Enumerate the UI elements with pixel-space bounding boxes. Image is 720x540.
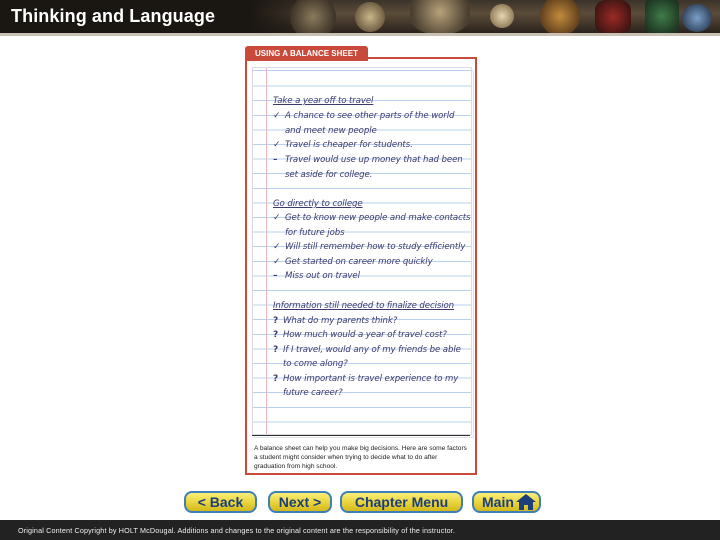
section-heading: Take a year off to travel xyxy=(273,96,374,106)
list-item: and meet new people xyxy=(285,126,377,136)
list-item: How important is travel experience to my xyxy=(283,374,459,384)
minus-mark: – xyxy=(273,155,278,165)
list-item: What do my parents think? xyxy=(283,316,398,326)
list-item: Miss out on travel xyxy=(285,271,360,281)
copyright-text: Original Content Copyright by HOLT McDougal. Additions and changes to the original content are the responsibility of the instructor. xyxy=(18,526,456,535)
list-item: to come along? xyxy=(283,359,348,369)
main-button[interactable] xyxy=(472,491,541,513)
next-button[interactable]: Next > xyxy=(268,491,332,513)
header-divider xyxy=(0,33,720,36)
notebook-page xyxy=(252,67,472,435)
back-button[interactable]: < Back xyxy=(184,491,257,513)
list-item: future career? xyxy=(283,388,343,398)
check-mark: ✓ xyxy=(273,111,281,121)
question-mark: ? xyxy=(273,374,279,384)
home-icon xyxy=(515,493,537,511)
figure-caption: A balance sheet can help you make big decisions. Here are some factors a student might consider when trying to decide what to do after graduation from high school. xyxy=(254,445,467,471)
figure-tab-label: USING A BALANCE SHEET xyxy=(245,46,368,61)
check-mark: ✓ xyxy=(273,257,281,267)
list-item: set aside for college. xyxy=(285,170,373,180)
list-item: If I travel, would any of my friends be able xyxy=(283,345,461,355)
list-item: Travel would use up money that had been xyxy=(285,155,463,165)
main-button-label: Main xyxy=(482,494,514,510)
list-item: Will still remember how to study efficiently xyxy=(285,242,466,252)
list-item: Travel is cheaper for students. xyxy=(285,140,413,150)
header-bar xyxy=(0,0,720,33)
section-heading: Go directly to college xyxy=(273,199,363,209)
list-item: A chance to see other parts of the world xyxy=(285,111,455,121)
header-collage-image xyxy=(250,0,720,33)
balance-sheet-figure xyxy=(245,49,477,475)
check-mark: ✓ xyxy=(273,140,281,150)
section-heading: Information still needed to finalize decision xyxy=(273,301,455,311)
notebook-margin-line xyxy=(266,68,267,434)
list-item: Get started on career more quickly xyxy=(285,257,433,267)
caption-divider xyxy=(252,435,470,436)
list-item: Get to know new people and make contacts xyxy=(285,213,471,223)
list-item: How much would a year of travel cost? xyxy=(283,330,447,340)
list-item: for future jobs xyxy=(285,228,345,238)
check-mark: ✓ xyxy=(273,213,281,223)
chapter-menu-button[interactable]: Chapter Menu xyxy=(340,491,463,513)
check-mark: ✓ xyxy=(273,242,281,252)
question-mark: ? xyxy=(273,345,279,355)
page-title: Thinking and Language xyxy=(11,6,216,26)
question-mark: ? xyxy=(273,330,279,340)
question-mark: ? xyxy=(273,316,279,326)
minus-mark: – xyxy=(273,271,278,281)
footer-bar xyxy=(0,520,720,540)
